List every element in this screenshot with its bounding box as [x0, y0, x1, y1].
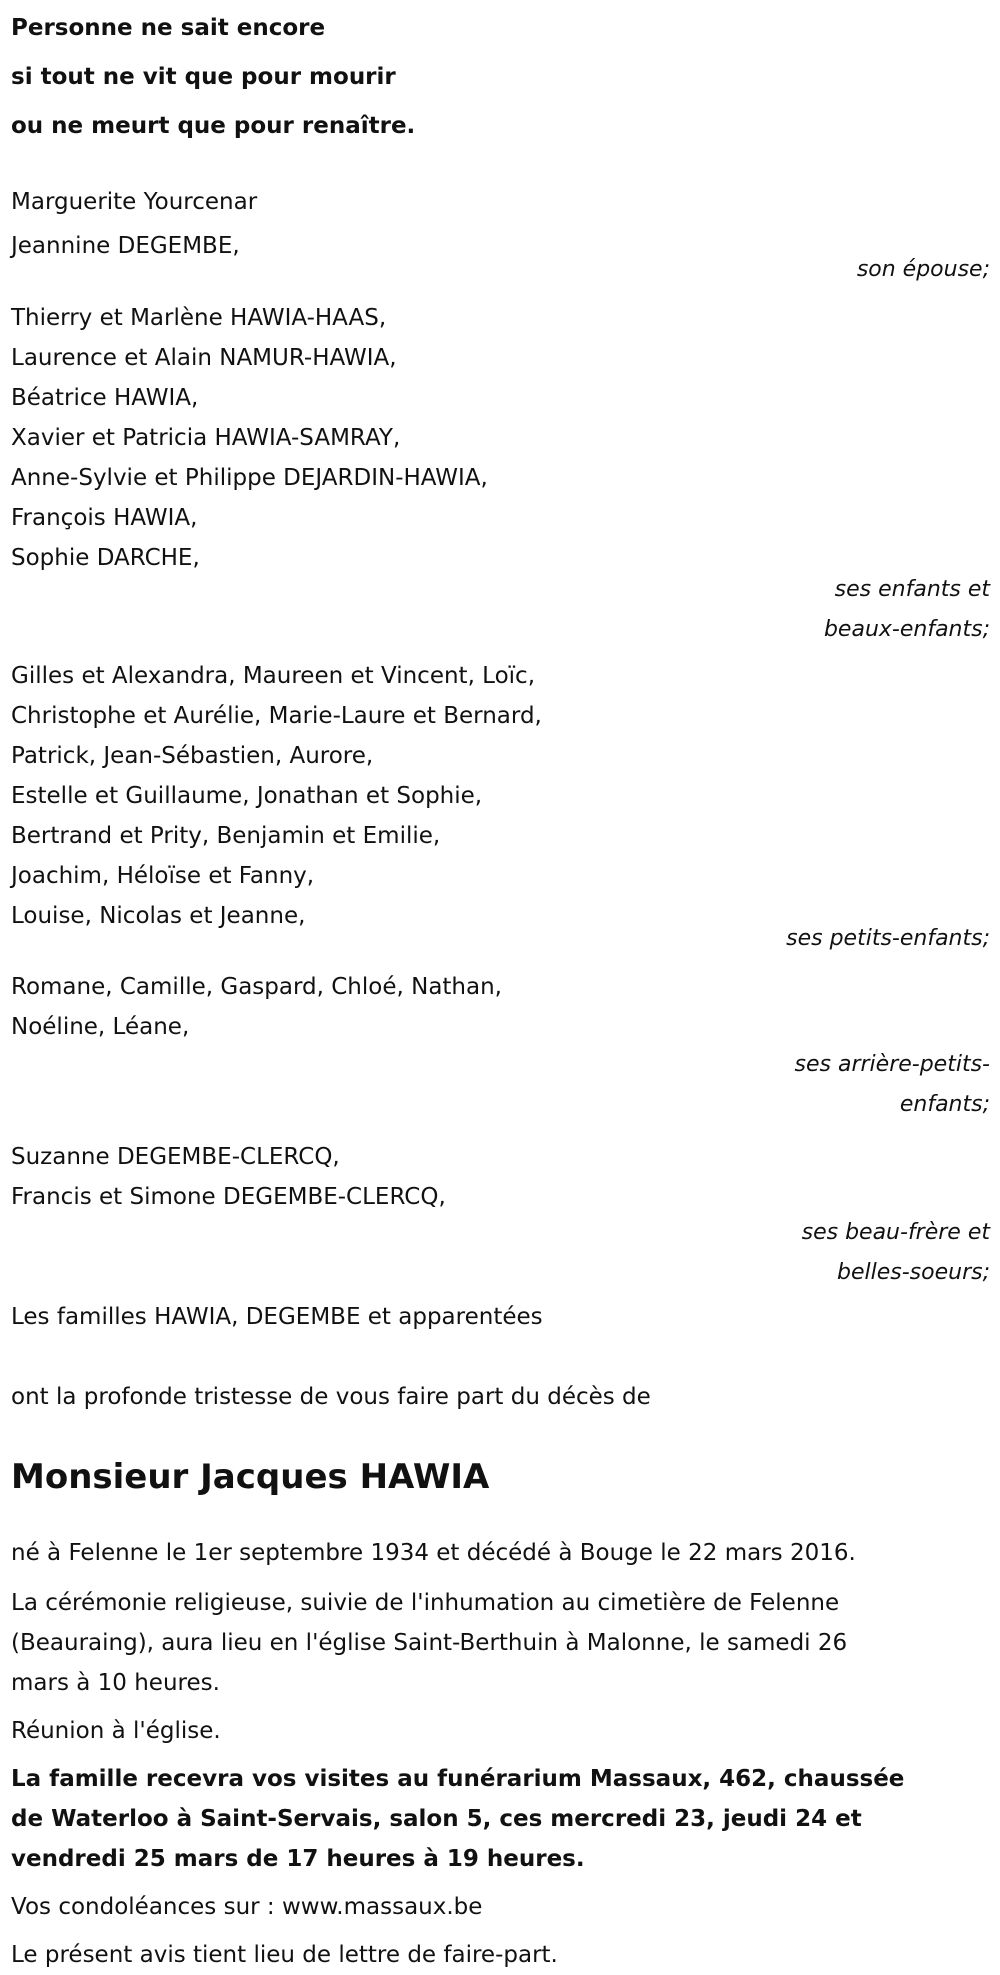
name-line: François HAWIA, — [11, 505, 198, 531]
poem-line: ou ne meurt que pour renaître. — [11, 113, 416, 139]
name-line: Sophie DARCHE, — [11, 545, 200, 571]
name-line: Bertrand et Prity, Benjamin et Emilie, — [11, 823, 441, 849]
poem-line: si tout ne vit que pour mourir — [11, 64, 396, 90]
relation-label — [758, 570, 990, 650]
relation-line: beaux-enfants; — [823, 617, 990, 642]
family-block-children — [11, 298, 990, 650]
family-block-in-laws — [11, 1137, 990, 1293]
text-line: Réunion à l'église. — [11, 1718, 221, 1744]
name-line: Romane, Camille, Gaspard, Chloé, Nathan, — [11, 974, 502, 1000]
name-line: Christophe et Aurélie, Marie-Laure et Bernard, — [11, 703, 542, 729]
text-line: La famille recevra vos visites au funérarium Massaux, 462, chaussée — [11, 1766, 905, 1792]
visitation-details — [11, 1759, 990, 1879]
relation-line: ses arrière-petits- — [794, 1052, 990, 1077]
name-line: Thierry et Marlène HAWIA-HAAS, — [11, 305, 387, 331]
text-line: (Beauraing), aura lieu en l'église Saint-Berthuin à Malonne, le samedi 26 — [11, 1630, 848, 1656]
name-line: Louise, Nicolas et Jeanne, — [11, 903, 306, 929]
family-block-grandchildren — [11, 656, 990, 959]
text-line: La cérémonie religieuse, suivie de l'inhumation au cimetière de Felenne — [11, 1590, 840, 1616]
name-line: Suzanne DEGEMBE-CLERCQ, — [11, 1144, 340, 1170]
condolences-info — [11, 1887, 990, 1927]
deceased-name: Monsieur Jacques HAWIA — [11, 1457, 490, 1497]
name-line: Joachim, Héloïse et Fanny, — [11, 863, 315, 889]
names-list — [11, 298, 990, 578]
name-line: Patrick, Jean-Sébastien, Aurore, — [11, 743, 374, 769]
families-line: Les familles HAWIA, DEGEMBE et apparentées — [11, 1304, 543, 1330]
text-line: né à Felenne le 1er septembre 1934 et décédé à Bouge le 22 mars 2016. — [11, 1540, 856, 1566]
poem-author: Marguerite Yourcenar — [11, 189, 258, 215]
text-line: vendredi 25 mars de 17 heures à 19 heures. — [11, 1846, 585, 1872]
text-line: Le présent avis tient lieu de lettre de faire-part. — [11, 1942, 558, 1968]
epigraph-poem — [11, 4, 990, 151]
relation-line: ses beau-frère et — [801, 1220, 990, 1245]
text-line: mars à 10 heures. — [11, 1670, 220, 1696]
name-line: Xavier et Patricia HAWIA-SAMRAY, — [11, 425, 401, 451]
text-line: Vos condoléances sur : www.massaux.be — [11, 1894, 483, 1920]
family-block-spouse — [11, 226, 990, 290]
ceremony-details — [11, 1583, 990, 1703]
names-list — [11, 967, 990, 1047]
text-line: de Waterloo à Saint-Servais, salon 5, ces mercredi 23, jeudi 24 et — [11, 1806, 862, 1832]
relation-label — [758, 1045, 990, 1125]
names-list — [11, 656, 990, 936]
family-block-great-grandchildren — [11, 967, 990, 1125]
notice-text — [11, 1935, 990, 1975]
relation-line: belles-soeurs; — [837, 1260, 990, 1285]
name-line: Jeannine DEGEMBE, — [11, 233, 240, 259]
relation-label — [758, 919, 990, 959]
name-line: Estelle et Guillaume, Jonathan et Sophie, — [11, 783, 483, 809]
name-line: Laurence et Alain NAMUR-HAWIA, — [11, 345, 397, 371]
names-list — [11, 1137, 990, 1217]
poem-line: Personne ne sait encore — [11, 15, 326, 41]
relation-line: ses petits-enfants; — [786, 926, 990, 951]
relation-line: enfants; — [899, 1092, 990, 1117]
name-line: Noéline, Léane, — [11, 1014, 190, 1040]
name-line: Anne-Sylvie et Philippe DEJARDIN-HAWIA, — [11, 465, 488, 491]
announcement-text: ont la profonde tristesse de vous faire part du décès de — [11, 1384, 651, 1410]
name-line: Béatrice HAWIA, — [11, 385, 199, 411]
meeting-info — [11, 1711, 990, 1751]
birth-death-dates — [11, 1533, 990, 1573]
relation-label — [758, 250, 990, 290]
relation-line: son épouse; — [856, 257, 990, 282]
name-line: Francis et Simone DEGEMBE-CLERCQ, — [11, 1184, 446, 1210]
relation-label — [758, 1213, 990, 1293]
relation-line: ses enfants et — [834, 577, 990, 602]
name-line: Gilles et Alexandra, Maureen et Vincent, Loïc, — [11, 663, 536, 689]
